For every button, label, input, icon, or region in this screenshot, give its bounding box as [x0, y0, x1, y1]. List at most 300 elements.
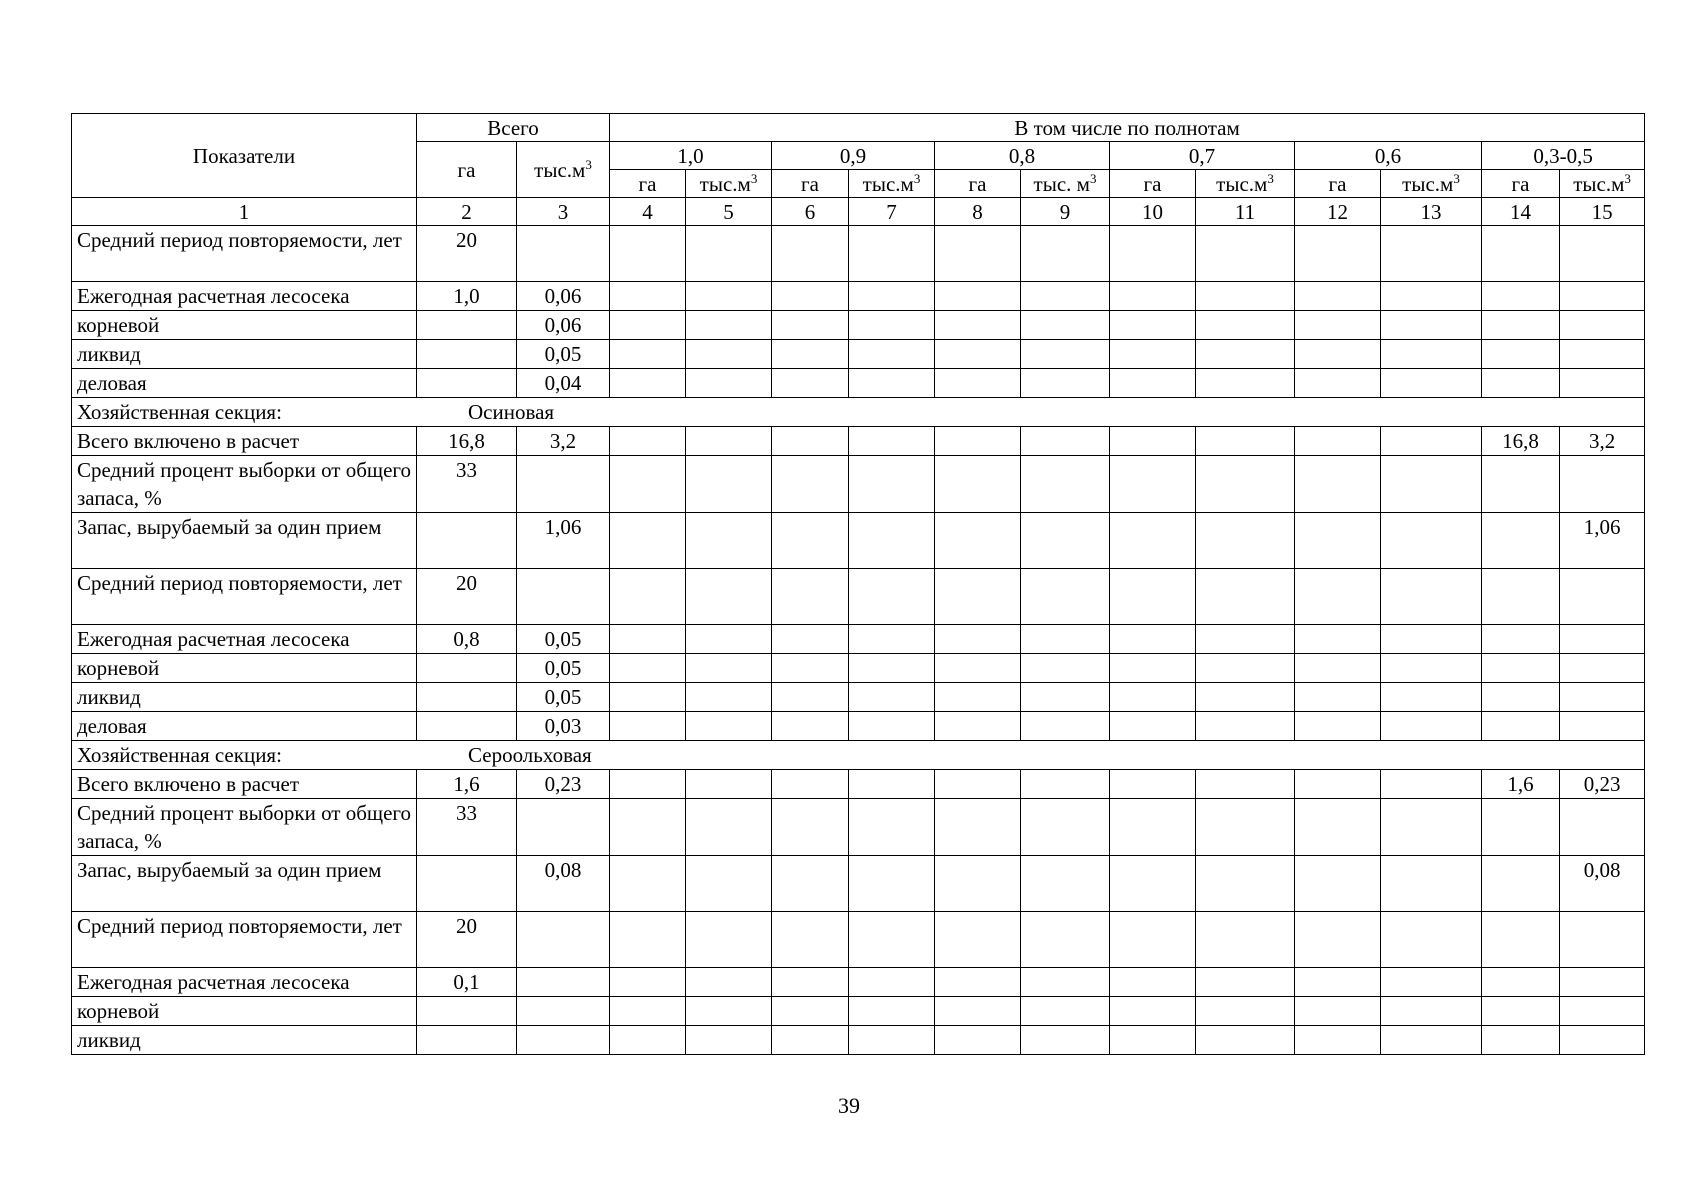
table-cell — [849, 569, 935, 625]
table-cell — [1560, 625, 1645, 654]
table-cell: 16,8 — [417, 427, 517, 456]
table-cell — [610, 770, 686, 799]
table-cell — [1560, 997, 1645, 1026]
row-label: ликвид — [72, 1026, 417, 1055]
table-cell — [772, 912, 849, 968]
section-cell — [72, 398, 1645, 427]
header-ha: га — [935, 170, 1021, 198]
table-cell — [935, 968, 1021, 997]
table-cell — [849, 968, 935, 997]
column-number: 15 — [1560, 198, 1645, 226]
row-label: Ежегодная расчетная лесосека — [72, 625, 417, 654]
row-label: корневой — [72, 311, 417, 340]
table-cell — [686, 799, 772, 856]
table-cell — [849, 340, 935, 369]
table-cell — [1381, 770, 1482, 799]
table-cell — [1110, 625, 1196, 654]
table-cell — [1482, 569, 1560, 625]
header-total: Всего — [417, 114, 610, 142]
table-cell: 0,8 — [417, 625, 517, 654]
table-cell — [417, 683, 517, 712]
table-cell — [610, 912, 686, 968]
table-row — [72, 569, 1645, 625]
table-cell — [1560, 456, 1645, 513]
table-cell — [517, 456, 610, 513]
table-cell — [1021, 856, 1110, 912]
table-cell — [686, 311, 772, 340]
table-cell — [772, 799, 849, 856]
table-cell — [772, 340, 849, 369]
table-cell: 0,05 — [517, 625, 610, 654]
table-cell — [1110, 282, 1196, 311]
table-cell — [1381, 654, 1482, 683]
table-cell: 3,2 — [1560, 427, 1645, 456]
table-cell — [686, 654, 772, 683]
table-cell — [686, 968, 772, 997]
table-cell — [1110, 770, 1196, 799]
table-cell — [1021, 456, 1110, 513]
column-number: 6 — [772, 198, 849, 226]
table-cell — [1381, 912, 1482, 968]
table-cell: 0,08 — [517, 856, 610, 912]
allowable-cut-table — [71, 113, 1645, 1055]
table-cell — [1110, 654, 1196, 683]
section-row — [72, 741, 1645, 770]
table-cell — [935, 997, 1021, 1026]
table-cell — [686, 282, 772, 311]
table-cell — [1295, 625, 1381, 654]
section-label: Хозяйственная секция: — [77, 400, 282, 424]
table-cell: 20 — [417, 569, 517, 625]
column-number: 1 — [72, 198, 417, 226]
table-cell — [1196, 912, 1295, 968]
table-cell: 33 — [417, 456, 517, 513]
table-cell — [1381, 569, 1482, 625]
table-row — [72, 799, 1645, 856]
table-cell — [935, 683, 1021, 712]
header-density-2: 0,9 — [772, 142, 935, 170]
table-cell — [1482, 799, 1560, 856]
table-cell — [1482, 856, 1560, 912]
table-cell — [517, 569, 610, 625]
column-number: 2 — [417, 198, 517, 226]
table-cell — [686, 1026, 772, 1055]
row-label: Запас, вырубаемый за один прием — [72, 856, 417, 912]
table-cell — [1110, 369, 1196, 398]
table-cell — [1295, 282, 1381, 311]
table-cell — [1295, 799, 1381, 856]
table-cell — [1295, 1026, 1381, 1055]
table-cell — [686, 369, 772, 398]
table-cell: 20 — [417, 912, 517, 968]
table-cell — [1295, 340, 1381, 369]
table-cell: 0,05 — [517, 683, 610, 712]
table-cell — [1560, 799, 1645, 856]
table-cell — [772, 654, 849, 683]
table-cell — [1560, 226, 1645, 282]
table-row — [72, 770, 1645, 799]
table-cell — [935, 1026, 1021, 1055]
column-number: 7 — [849, 198, 935, 226]
header-density-1: 1,0 — [610, 142, 772, 170]
table-cell — [849, 625, 935, 654]
table-cell: 0,1 — [417, 968, 517, 997]
table-cell — [1021, 1026, 1110, 1055]
table-cell — [1196, 340, 1295, 369]
table-cell — [1021, 799, 1110, 856]
table-cell: 16,8 — [1482, 427, 1560, 456]
table-cell — [1196, 369, 1295, 398]
row-label: Средний период повторяемости, лет — [72, 569, 417, 625]
table-cell — [610, 712, 686, 741]
table-cell — [686, 856, 772, 912]
table-cell: 1,6 — [417, 770, 517, 799]
table-row — [72, 968, 1645, 997]
table-cell — [935, 856, 1021, 912]
table-cell — [772, 1026, 849, 1055]
table-cell — [1295, 456, 1381, 513]
table-cell — [772, 712, 849, 741]
table-cell — [610, 427, 686, 456]
table-row — [72, 712, 1645, 741]
table-cell — [1196, 712, 1295, 741]
header-ha: га — [772, 170, 849, 198]
row-label: Ежегодная расчетная лесосека — [72, 968, 417, 997]
table-cell — [1381, 513, 1482, 569]
table-cell — [1381, 1026, 1482, 1055]
table-cell — [610, 654, 686, 683]
table-cell — [1295, 683, 1381, 712]
table-cell — [1110, 799, 1196, 856]
table-cell — [1560, 311, 1645, 340]
table-cell — [1021, 625, 1110, 654]
table-cell — [517, 968, 610, 997]
table-cell — [517, 799, 610, 856]
table-cell — [772, 683, 849, 712]
table-cell — [935, 770, 1021, 799]
table-cell — [610, 968, 686, 997]
column-number: 10 — [1110, 198, 1196, 226]
table-cell — [772, 513, 849, 569]
table-cell — [417, 513, 517, 569]
table-cell: 0,05 — [517, 340, 610, 369]
table-cell — [1295, 569, 1381, 625]
table-cell — [1196, 513, 1295, 569]
column-number: 13 — [1381, 198, 1482, 226]
row-label: деловая — [72, 369, 417, 398]
table-cell — [1295, 311, 1381, 340]
table-cell — [610, 683, 686, 712]
header-by-density: В том числе по полнотам — [610, 114, 1645, 142]
row-label: Средний процент выборки от общего запаса, % — [72, 799, 417, 856]
table-cell: 33 — [417, 799, 517, 856]
table-cell — [1482, 625, 1560, 654]
table-cell — [686, 625, 772, 654]
table-cell — [686, 770, 772, 799]
table-cell — [935, 654, 1021, 683]
table-row — [72, 340, 1645, 369]
table-cell — [772, 770, 849, 799]
row-label: Средний процент выборки от общего запаса, % — [72, 456, 417, 513]
table-cell — [1021, 770, 1110, 799]
column-number: 12 — [1295, 198, 1381, 226]
header-density-3: 0,8 — [935, 142, 1110, 170]
table-cell — [935, 712, 1021, 741]
header-ha: га — [610, 170, 686, 198]
table-cell — [772, 997, 849, 1026]
table-cell — [1021, 282, 1110, 311]
section-label: Хозяйственная секция: — [77, 743, 282, 767]
table-cell — [1482, 513, 1560, 569]
header-volume: $тыс.м^3$ — [849, 170, 935, 198]
table-cell: 20 — [417, 226, 517, 282]
column-numbers-row — [72, 198, 1645, 226]
table-cell — [1295, 712, 1381, 741]
table-cell: 1,6 — [1482, 770, 1560, 799]
table-cell — [1021, 427, 1110, 456]
table-cell: 0,03 — [517, 712, 610, 741]
table-cell — [935, 311, 1021, 340]
header-ha: га — [1295, 170, 1381, 198]
header-density-5: 0,6 — [1295, 142, 1482, 170]
table-cell — [1021, 569, 1110, 625]
table-cell: 0,08 — [1560, 856, 1645, 912]
table-cell — [1196, 226, 1295, 282]
table-cell — [849, 997, 935, 1026]
table-row — [72, 683, 1645, 712]
table-row — [72, 282, 1645, 311]
section-cell — [72, 741, 1645, 770]
table-cell: 0,06 — [517, 311, 610, 340]
table-cell — [849, 282, 935, 311]
table-cell — [772, 427, 849, 456]
row-label: Всего включено в расчет — [72, 770, 417, 799]
table-row — [72, 1026, 1645, 1055]
table-cell — [772, 311, 849, 340]
table-cell — [517, 226, 610, 282]
table-cell — [517, 912, 610, 968]
table-cell — [1560, 683, 1645, 712]
table-cell — [610, 799, 686, 856]
table-cell — [1381, 340, 1482, 369]
table-cell — [849, 427, 935, 456]
table-cell — [1482, 369, 1560, 398]
row-label: Запас, вырубаемый за один прием — [72, 513, 417, 569]
table-cell — [686, 427, 772, 456]
table-cell — [686, 912, 772, 968]
table-row — [72, 369, 1645, 398]
table-cell — [772, 625, 849, 654]
table-cell: 0,06 — [517, 282, 610, 311]
table-cell — [935, 427, 1021, 456]
page-number: 39 — [838, 1093, 860, 1118]
header-total-ha: га — [417, 142, 517, 198]
table-cell — [1021, 340, 1110, 369]
table-cell — [1021, 513, 1110, 569]
header-ha: га — [1110, 170, 1196, 198]
column-number: 11 — [1196, 198, 1295, 226]
table-cell — [1560, 369, 1645, 398]
table-cell — [517, 997, 610, 1026]
table-cell — [1196, 456, 1295, 513]
table-cell — [849, 770, 935, 799]
column-number: 4 — [610, 198, 686, 226]
table-cell: 3,2 — [517, 427, 610, 456]
table-cell — [1295, 369, 1381, 398]
row-label: Ежегодная расчетная лесосека — [72, 282, 417, 311]
table-cell — [1110, 427, 1196, 456]
table-cell — [1196, 625, 1295, 654]
table-cell — [935, 912, 1021, 968]
table-row — [72, 625, 1645, 654]
table-cell — [1560, 654, 1645, 683]
table-cell: 0,23 — [1560, 770, 1645, 799]
table-cell — [935, 799, 1021, 856]
table-cell — [772, 856, 849, 912]
table-cell — [935, 513, 1021, 569]
column-number: 3 — [517, 198, 610, 226]
row-label: деловая — [72, 712, 417, 741]
table-cell — [1196, 569, 1295, 625]
table-cell — [849, 369, 935, 398]
table-cell — [1196, 427, 1295, 456]
table-cell — [849, 311, 935, 340]
table-cell — [1560, 282, 1645, 311]
table-cell — [686, 340, 772, 369]
table-cell — [1196, 282, 1295, 311]
row-label: Всего включено в расчет — [72, 427, 417, 456]
table-cell — [1021, 997, 1110, 1026]
table-cell — [1021, 968, 1110, 997]
table-cell — [417, 856, 517, 912]
table-cell — [1482, 311, 1560, 340]
table-cell — [935, 625, 1021, 654]
table-cell — [1295, 997, 1381, 1026]
section-name: Осиновая — [468, 400, 555, 424]
table-cell — [686, 997, 772, 1026]
table-cell — [1021, 683, 1110, 712]
table-cell — [1381, 712, 1482, 741]
row-label: ликвид — [72, 340, 417, 369]
table-row — [72, 311, 1645, 340]
table-cell — [417, 712, 517, 741]
row-label: Средний период повторяемости, лет — [72, 226, 417, 282]
table-cell — [849, 513, 935, 569]
table-cell — [772, 968, 849, 997]
table-cell — [1482, 968, 1560, 997]
table-cell — [1381, 997, 1482, 1026]
table-cell — [686, 226, 772, 282]
table-cell — [610, 625, 686, 654]
table-cell — [935, 456, 1021, 513]
table-row — [72, 456, 1645, 513]
table-cell — [1295, 968, 1381, 997]
table-cell — [772, 282, 849, 311]
table-cell — [610, 456, 686, 513]
table-cell — [1110, 683, 1196, 712]
table-cell — [1482, 654, 1560, 683]
table-cell — [1021, 912, 1110, 968]
table-cell — [1110, 912, 1196, 968]
header-volume: $тыс.м^3$ — [1560, 170, 1645, 198]
table-cell — [1560, 712, 1645, 741]
table-cell — [1295, 770, 1381, 799]
table-cell: 1,06 — [1560, 513, 1645, 569]
table-row — [72, 654, 1645, 683]
table-cell — [849, 712, 935, 741]
table-cell — [1381, 683, 1482, 712]
table-cell — [417, 1026, 517, 1055]
table-cell — [417, 369, 517, 398]
table-cell — [610, 226, 686, 282]
table-cell — [1021, 369, 1110, 398]
table-cell — [517, 1026, 610, 1055]
table-cell — [935, 282, 1021, 311]
table-cell — [849, 226, 935, 282]
table-cell — [1482, 226, 1560, 282]
header-ha: га — [1482, 170, 1560, 198]
table-cell — [1110, 712, 1196, 741]
table-cell — [1110, 456, 1196, 513]
table-cell — [610, 856, 686, 912]
table-cell — [686, 683, 772, 712]
table-cell — [686, 513, 772, 569]
table-cell: 1,0 — [417, 282, 517, 311]
table-cell — [849, 654, 935, 683]
table-cell — [1110, 856, 1196, 912]
table-row — [72, 912, 1645, 968]
table-cell — [1196, 683, 1295, 712]
column-number: 5 — [686, 198, 772, 226]
row-label: корневой — [72, 997, 417, 1026]
table-cell: 1,06 — [517, 513, 610, 569]
table-cell — [610, 369, 686, 398]
table-cell — [417, 340, 517, 369]
table-cell — [1196, 1026, 1295, 1055]
table-cell — [1560, 912, 1645, 968]
table-cell — [1381, 968, 1482, 997]
table-cell — [772, 226, 849, 282]
header-volume: $тыс.м^3$ — [1196, 170, 1295, 198]
table-row — [72, 997, 1645, 1026]
table-row — [72, 226, 1645, 282]
table-cell — [417, 311, 517, 340]
table-cell — [772, 569, 849, 625]
table-cell — [1560, 569, 1645, 625]
table-cell — [1196, 997, 1295, 1026]
table-header — [72, 114, 1645, 226]
table-cell — [1196, 856, 1295, 912]
table-cell — [1482, 282, 1560, 311]
table-cell — [610, 513, 686, 569]
table-cell — [1482, 1026, 1560, 1055]
table-cell — [1560, 340, 1645, 369]
table-cell — [1381, 226, 1482, 282]
table-cell — [935, 340, 1021, 369]
table-cell — [1482, 456, 1560, 513]
table-cell — [1381, 369, 1482, 398]
table-cell — [1110, 997, 1196, 1026]
table-cell — [1196, 311, 1295, 340]
row-label: корневой — [72, 654, 417, 683]
table-cell: 0,05 — [517, 654, 610, 683]
table-cell — [1381, 427, 1482, 456]
table-row — [72, 856, 1645, 912]
table-cell — [686, 569, 772, 625]
table-cell — [849, 456, 935, 513]
table-cell — [1110, 968, 1196, 997]
table-cell — [1021, 226, 1110, 282]
